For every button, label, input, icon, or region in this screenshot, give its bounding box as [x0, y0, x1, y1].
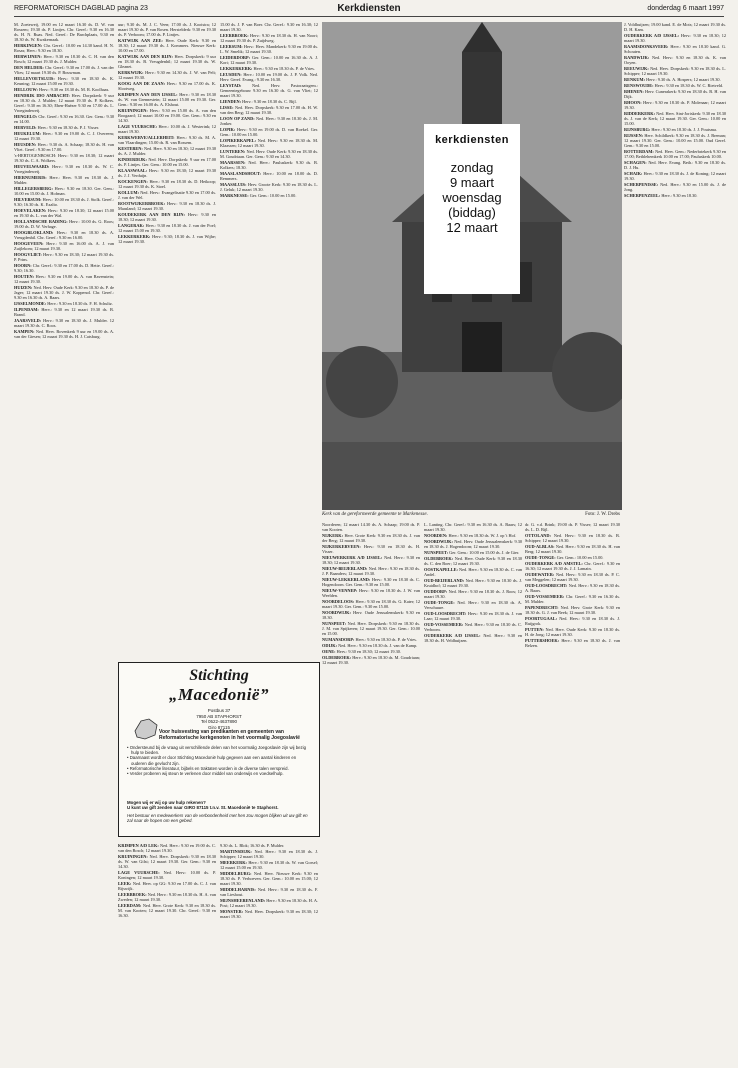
place-name: LOON OP ZAND:	[220, 116, 255, 121]
list-entry: HOOGBLOKLAND: Herv.: 9.30 en 18.30 ds. A. Vreugdenhil. Chr. Geref.: 9.30 en 16.00.	[14, 230, 114, 240]
list-entry: MIDDELBURG: Ned. Herv. Nieuwe Kerk: 9.30 en 18.30 ds. P. Verhoeven. Ger. Gem.: 10.00 en 15.00; 12 maart 19.30.	[220, 871, 318, 886]
place-name: LOPIKERKAPEL:	[220, 138, 257, 143]
list-entry: RENSWOUDE: Herv.: 9.30 en 18.30 ds. W. C. Rietveld.	[624, 83, 724, 88]
list-entry: Noorderen; 12 maart 14.30 ds. A. Schaap; 19.00 ds. P. van Kooten.	[322, 522, 420, 532]
list-entry: OUDE-TONGE: Ned. Herv.: 9.30 en 18.30 ds. A. Verschuure.	[424, 600, 522, 610]
list-entry: SCHERPENISSE: Ned. Herv.: 9.30 en 15.00 ds. J. de Jong.	[624, 182, 726, 192]
list-entry: KOLLUM: Ned. Herv.: Evangelisatie 9.30 en 17.00 ds. J. van der Wel.	[118, 190, 216, 200]
list-entry: OUDE-TONGE: Ger. Gem.: 10.00 en 15.00.	[525, 555, 604, 560]
place-name: NUNSPEET:	[424, 550, 449, 555]
column-3	[220, 22, 318, 642]
place-name: HENGELO:	[14, 114, 38, 119]
photo-credit: Foto: J. W. Drebs	[585, 512, 620, 517]
photo-caption	[322, 510, 622, 519]
list-entry: OENE: Herv.: 9.30 en 18.30; 12 maart 19.30.	[322, 649, 401, 654]
place-name: NUMANSDORP:	[322, 637, 355, 642]
list-entry: HEUSDEN: Herv.: 9.30 ds. A. Schaap; 18.30 ds. H. van Vliet. Geref.: 9.30 en 17.00.	[14, 142, 114, 152]
list-entry: RAAMSDONKSVEER: Herv.: 9.30 en 18.30 kand. G. Schouten.	[624, 44, 726, 54]
place-name: OUDE-TONGE:	[525, 555, 556, 560]
list-entry: MIDDELHARNIS: Ned. Herv.: 9.30 en 18.30 ds. F. van Lieshout.	[220, 887, 318, 897]
list-entry: LEERBROEK: Ned. Herv.: 9.30 en 18.30 ds. H. A. van Zweden; 12 maart 19.30.	[118, 892, 216, 902]
ad-bullets	[127, 745, 312, 776]
place-name: OUD-VOSSEMEER:	[424, 622, 464, 627]
place-name: HOLLANDSCHE RADING:	[14, 219, 68, 224]
place-name: MARTINSDIJK:	[220, 849, 252, 854]
list-entry: dr. G. v.d. Brink; 19.00 ds. P. Visser; 12 maart 19.30 ds. L. D. Bijl.	[525, 522, 620, 532]
place-name: SCHERPENZEEL:	[624, 193, 661, 198]
list-entry: MAARSSEN: Ned. Herv.: Pauluskerk: 9.30 ds. B. Kolkers; 18.30.	[220, 160, 318, 170]
place-name: OUD-VOSSEMEER:	[525, 594, 565, 599]
list-entry: HELLOUW: Herv.: 9.30 en 18.30 ds. M. R. Koolhaas.	[14, 87, 110, 92]
list-entry: HOUTEN: Herv.: 9.30 en 19.00 ds. A. van Ravenstein; 12 maart 19.30.	[14, 274, 114, 284]
column-6-lower	[525, 522, 620, 1060]
list-entry: HENDRIK IDO AMBACHT: Herv. Dorpskerk: 9 uur en 18.30 ds. J. Mulder; 12 maart 19.30 ds. P. Kolkers. Geref.: 9.30 en 16.30; Eben-Haëzer 9.30 en 17.00 ds. L. Vroegindeweij.	[14, 93, 114, 113]
list-entry: OUD-ALBLAS: Ned. Herv.: 9.30 en 18.30 ds. H. van Berg; 12 maart 19.30.	[525, 544, 620, 554]
list-entry: 9.30 ds. L. Blok; 16.30 ds. P. Mulder.	[220, 843, 285, 848]
list-entry: PUTTERSHOEK: Herv.: 9.30 en 18.30 ds. J. van Belzen.	[525, 638, 620, 648]
header-date: donderdag 6 maart 1997	[647, 5, 724, 12]
list-entry: KRUININGEN: Ned. Herv. Dorpskerk: 9.30 en 18.30 ds. W. van Gilst; 12 maart 19.30. Ger. Gem.: 9.30 en 14.30.	[118, 854, 216, 869]
promo-title: kerkdiensten	[435, 134, 509, 146]
list-entry: HEUVELWAARD: Herv.: 9.30 en 18.30 ds. W. C. Vroegindeweij.	[14, 164, 114, 174]
list-entry: RHOON: Herv.: 9.30 en 18.30 ds. P. Molenaar; 12 maart 19.30.	[624, 100, 726, 110]
list-entry: JAARSVELD: Herv.: 9.30 en 18.30 ds. J. Mulder. 12 maart 19.30 ds. C. Roos.	[14, 318, 114, 328]
list-entry: HERKINGEN: Chr. Geref.: 10.00 en 14.30 kand. H. N. Rosas; Herv.: 9.30 en 18.30.	[14, 43, 114, 53]
list-entry: KAMPEN: Ned. Herv. Bovenkerk 9 uur en 19.00 ds. A. van der Giesen; 12 maart 19.30 ds. H. J. Catsburg.	[14, 329, 114, 339]
place-name: LEIDERDORP:	[220, 55, 251, 60]
header-newspaper-page: REFORMATORISCH DAGBLAD pagina 23	[14, 5, 148, 12]
place-name: NOORDELOOS:	[322, 599, 355, 604]
list-entry: KESTEREN: Ned. Herv. 9.30 en 18.30; 12 maart 19.30 ds. A. J. Mulder.	[118, 146, 216, 156]
list-entry: RIJNSBURG: Herv.: 9.30 en 18.30 ds. J. J. Poutsma.	[624, 127, 717, 132]
place-name: HELLOUW:	[14, 87, 38, 92]
list-entry: MARKNESSE: Ger. Gem.: 10.00 en 15.00.	[220, 193, 297, 198]
list-entry: LEEK: Ned. Herv. op GG: 9.30 en 17.00 ds. C. J. van Rijswijk.	[118, 881, 216, 891]
list-entry: HOEVELAKEN: Herv.: 9.30 en 18.30; 12 maart 15.00 en 19.30 ds. L. van der Wal.	[14, 208, 114, 218]
list-entry: uur; 9.30 ds. M. J. C. Veen; 17.00 ds. J. Kooistra; 12 maart 19.30 ds. P. van Rosen. Herstelderk: 9.30 en 19.30 ds. P. Verboom; 17.00 ds. P. Lintjes.	[118, 22, 216, 37]
list-entry: NOORDELOOS: Herv.: 9.30 en 18.30 ds. G. Kater; 12 maart 19.30. Ger. Gem.: 9.30 en 15.00.	[322, 599, 420, 609]
place-name: OLDEBROEK:	[322, 655, 352, 660]
place-name: LEUSDEN:	[220, 72, 242, 77]
list-entry: KINDERDIJK: Ned. Herv. Dorpskerk: 9 uur en 17.00 ds. P. Lintjes. Ger. Gem.: 10.00 en 15.00.	[118, 157, 216, 167]
list-entry: HUIZEN: Ned. Herv. Oude Kerk: 9.30 en 18.30 ds. P. de Jager; 12 maart 19.30 ds. J. W. Koppenol. Chr. Geref.: 9.30 en 16.30 ds. A. Baars.	[14, 285, 114, 300]
place-name: KOCKENGEN:	[118, 179, 148, 184]
column-3-lower	[220, 843, 318, 1060]
list-entry: • Verder proberen wij steun te verlenen door middel van onderwijs en voedselhulp.	[127, 771, 284, 777]
list-entry: RIDDERKERK: Ned. Herv. Sint-Joriskerk: 9.30 en 18.30 ds. J. van de Kerk; 12 maart 19.30. Ger. Gem.: 10.00 en 15.00.	[624, 111, 726, 126]
place-name: NOORDEN:	[424, 533, 448, 538]
place-name: LUNTEREN:	[220, 149, 246, 154]
list-entry: SCHAIK: Herv.: 9.30 en 18.30 ds. J. de Koning; 12 maart 19.30.	[624, 171, 726, 181]
list-entry: MARTINSDIJK: Ned. Herv.: 9.30 en 18.30 ds. J. Schipper; 12 maart 19.30.	[220, 849, 318, 859]
place-name: RAAMSDONKSVEER:	[624, 44, 669, 49]
place-name: KAMPEN:	[14, 329, 35, 334]
column-2-lower	[118, 843, 216, 1060]
place-name: HENDRIK IDO AMBACHT:	[14, 93, 70, 98]
list-entry: ROOTWIJKERBROEK: Herv.: 9.30 en 18.30 ds. J. Maasland; 12 maart 19.30.	[118, 201, 216, 211]
place-name: MAASSLUIS:	[220, 182, 247, 187]
list-entry: OUD-VOSSEMEER: Chr. Geref.: 9.30 en 16.30 ds. M. Mulder.	[525, 594, 620, 604]
place-name: RHOON:	[624, 100, 642, 105]
list-entry: KOCKENGEN: Herv.: 9.30 en 18.30 ds. D. Heikoop; 12 maart 19.30 ds. K. Stoel.	[118, 179, 216, 189]
place-name: SCHERPENISSE:	[624, 182, 659, 187]
list-entry: OUD-LOOSDRECHT: Herv.: 9.30 en 18.30 ds. J. van Laar; 12 maart 19.30.	[424, 611, 522, 621]
ad-footer	[127, 800, 312, 824]
list-entry: NUMANSDORP: Herv.: 9.30 en 18.30 ds. P. de Vries.	[322, 637, 417, 642]
list-entry: OOSTKAPELLE: Ned. Herv.: 9.30 en 18.30 ds. C. van Andel.	[424, 567, 522, 577]
list-entry: HOOGEVEEN: Herv.: 9.30 en 16.00 ds. A. J. van Zuijlekom; 12 maart 19.30.	[14, 241, 114, 251]
list-entry: LAGE VUURSCHE: Ned. Herv.: 10.00 ds. P. Koningen; 12 maart 19.30.	[118, 870, 216, 880]
place-name: HERWIJNEN:	[14, 54, 42, 59]
place-name: JAARSVELD:	[14, 318, 42, 323]
kerkdiensten-promo	[424, 124, 520, 294]
column-1	[14, 22, 114, 1062]
header-section-title: Kerkdiensten	[337, 3, 401, 14]
place-name: OENE:	[322, 649, 336, 654]
list-entry: LEKKERKERK: Herv.: 9.30 en 18.30 ds. P. de Vries.	[220, 66, 315, 71]
place-name: HERVELD:	[14, 125, 37, 130]
list-entry: HOORN: Chr. Geref.: 9.30 en 17.00 ds. D. Hette. Geref.: 9.30; 16.30.	[14, 263, 114, 273]
list-entry: HOOGVLIET: Herv.: 9.30 en 18.30; 12 maart 19.30 ds. P. Prins.	[14, 252, 114, 262]
list-entry: NIEUW-VENNEP: Herv.: 9.30 en 18.30 ds. J. W. van Weelden.	[322, 588, 420, 598]
place-name: HOOGEVEEN:	[14, 241, 44, 246]
ad-question: Mogen wij er wij op uw hulp rekenen?	[127, 800, 206, 805]
list-entry: LOPIK: Herv.: 9.30 en 19.00 ds. D. van Roekel. Ger. Gem.: 10.00 en 15.00.	[220, 127, 318, 137]
place-name: KRUININGEN:	[118, 108, 148, 113]
list-entry: HILLEGERSBERG: Herv.: 9.30 en 18.30. Ger. Gem.: 10.00 en 15.00 ds. J. Hofman.	[14, 186, 114, 196]
place-name: KATWIJK AAN ZEE:	[118, 38, 163, 43]
list-entry: RENKUM: Herv.: 9.30 ds. A. Hospers; 12 maart 19.30.	[624, 77, 721, 82]
list-entry: OUD-VOSSEMEER: Ned. Herv.: 9.30 en 18.30 ds. C. Verboom.	[424, 622, 522, 632]
list-entry: ODIJK: Ned. Herv.: 9.30 en 18.30 ds. J. van de Kamp.	[322, 643, 418, 648]
list-entry: LEYSTAD: Ned. Herv. Pastoraatsgem.: Gemeentegebouw 9.30 en 16.30 ds. G. van Vliet; 12 maart 19.30.	[220, 83, 318, 98]
list-entry: • Ondersteund bij de vraag uit verschillende delen van het voormalig Joegoslavië zijn wij bezig hulp te bieden.	[127, 745, 306, 756]
list-entry: LAGE VUURSCHE: Herv.: 10.00 ds. J. Westerink; 12 maart 19.30.	[118, 124, 216, 134]
place-name: OUDERKERK A/D AMSTEL:	[525, 561, 583, 566]
place-name: HIERNUMERIS:	[14, 175, 47, 180]
place-name: LISSE:	[220, 105, 234, 110]
place-name: HEUVELWAARD:	[14, 164, 50, 169]
place-name: HEUSDEN:	[14, 142, 37, 147]
place-name: LEERBROEK:	[220, 33, 249, 38]
list-entry: POORTUGAAL: Ned. Herv.: 9.30 en 18.30 ds. J. Ruijgrok.	[525, 616, 620, 626]
place-name: LEYSTAD:	[220, 83, 242, 88]
place-name: KERKWERVE/ALLERHEIT:	[118, 135, 175, 140]
list-entry: OUDEWATER: Ned. Herv.: 9.30 en 18.30 ds. P. C. van Meggelen; 12 maart 19.30.	[525, 572, 620, 582]
list-entry: 7950 AB STAPHORST	[196, 713, 242, 719]
list-entry: OUDERKERK A/D IJSSEL: Herv.: 9.30 en 18.30; 12 maart 19.30.	[624, 33, 726, 43]
list-entry: OUD-BEIJERLAND: Ned. Herv.: 9.30 en 18.30 ds. J. Kruidhof; 12 maart 19.30.	[424, 578, 522, 588]
place-name: POORTUGAAL:	[525, 616, 558, 621]
place-name: HEUKELUM:	[14, 131, 41, 136]
place-name: LEERBROEK:	[118, 892, 147, 897]
list-entry: HIERNUMERIS: Herv.: Herv. 9.30 en 18.30 ds. J. Mulder.	[14, 175, 114, 185]
place-name: ROOTWIJKERBROEK:	[118, 201, 166, 206]
list-entry: OTTOLAND: Ned. Herv.: 9.30 en 18.30 ds. B. Schipper; 12 maart 19.30.	[525, 533, 620, 543]
list-entry: KRIMPEN AAN DEN IJSSEL: Herv.: 9.30 en 18.30 ds. W. van Grennestein; 12 maart 15.00 en 19.30. Ger. Gem.: 9.30 en 16.00 ds. A. Elshout.	[118, 92, 216, 107]
place-name: NIJKERKERVEEN:	[322, 544, 361, 549]
list-entry: OUDDORP: Ned. Herv.: 9.30 en 18.30 ds. J. Roos; 12 maart 19.30.	[424, 589, 522, 599]
list-entry: KRUININGEN: Herv.: 9.30 en 15.00 ds. A. van den Boogaard; 12 maart 10.00 en 19.00. Ger. Gem.: 9.30 en 14.30.	[118, 108, 216, 123]
place-name: NIEUW-VENNEP:	[322, 588, 358, 593]
list-entry: J. Voldhuijzen; 19.00 kand. E. de Mots; 12 maart 19.30 ds. D. H. Kam.	[624, 22, 726, 32]
place-name: LEEK:	[118, 881, 132, 886]
place-name: OUD-LOOSDRECHT:	[525, 583, 568, 588]
place-name: HOORN:	[14, 263, 32, 268]
place-name: HILVERSUM:	[14, 197, 42, 202]
list-entry: Postbus 37	[207, 708, 231, 713]
place-name: OUDEWATER:	[525, 572, 555, 577]
place-name: KOLLUM:	[118, 190, 140, 195]
place-name: ODIJK:	[322, 643, 338, 648]
place-name: KERKWIJK:	[118, 70, 144, 75]
list-entry: OLDEBROEK: Herv.: 9.30 en 18.30 ds. M. Goudriaan; 12 maart 19.30.	[322, 655, 420, 665]
list-entry: NOORDEN: Herv.: 9.30 en 18.30 ds. W. J. op 't Hof.	[424, 533, 517, 538]
place-name: IJSSELMONDE:	[14, 301, 47, 306]
place-name: KOUDEKERK AAN DEN RIJN:	[118, 212, 185, 217]
place-name: KRIMPEN AAN DEN IJSSEL:	[118, 92, 178, 97]
place-name: NIEUW-BEIJERLAND:	[322, 566, 368, 571]
list-entry: RANDWIJK: Ned. Herv.: 9.30 en 18.30 ds. K. van Ooyen.	[624, 55, 726, 65]
place-name: NOORDWIJK:	[424, 539, 453, 544]
place-name: NIJKERK:	[322, 533, 344, 538]
list-entry: NUNSPEET: Ned. Herv. Dorpskerk: 9.30 en 18.30 ds. J. M. van Spijkeren; 12 maart 19.30. Ger. Gem.: 10.00 en 15.00.	[322, 621, 420, 636]
place-name: HUIZEN:	[14, 285, 33, 290]
place-name: OUDERKERK A/D IJSSEL:	[624, 33, 679, 38]
list-entry: 15.00 ds. J. P. van Boer. Chr. Geref.: 9.30 en 16.30; 12 maart 19.30.	[220, 22, 318, 32]
list-entry: KRIMPEN A/D LEK: Ned. Herv.: 9.30 en 19.00 ds. C. van den Bosch; 12 maart 19.30.	[118, 843, 216, 853]
place-name: MARKNESSE:	[220, 193, 249, 198]
list-entry: RIJSSEN: Herv. Schildkerk: 9.30 en 18.30 ds. J. Breman; 12 maart 19.30. Ger. Gem.: 10.00 en 15.00. Oud Geref. Gem.: 9.30 en 15.00.	[624, 133, 726, 148]
list-entry: LOON OP ZAND: Ned. Herv.: 9.30 en 18.30 ds. J. M. Jonker.	[220, 116, 318, 126]
column-6	[624, 22, 726, 1062]
list-entry: MEERKERK: Herv.: 9.30 en 18.30 ds. W. van Gorsel; 12 maart 15.00 en 19.30.	[220, 860, 318, 870]
place-name: OOSTKAPELLE:	[424, 567, 458, 572]
place-name: HERKINGEN:	[14, 43, 43, 48]
place-name: RANDWIJK:	[624, 55, 650, 60]
place-name: RIDDERKERK:	[624, 111, 656, 116]
place-name: KLAASWAAL:	[118, 168, 148, 173]
list-entry: KOUDEKERK AAN DEN RIJN: Herv.: 9.30 en 18.30; 12 maart 19.30.	[118, 212, 216, 222]
list-entry: KERKWIJK: Herv.: 9.30 en 14.30 ds. J. W. van Pelt; 12 maart 19.30.	[118, 70, 216, 80]
list-entry: HEUKELUM: Herv.: 9.30 en 19.00 ds. C. J. Overeem; 12 maart 19.30.	[14, 131, 114, 141]
place-name: MIDDELHARNIS:	[220, 887, 256, 892]
place-name: NOORDWIJK:	[322, 610, 351, 615]
place-name: MAASLANDSHOUT:	[220, 171, 261, 176]
list-entry: KOOG AAN DE ZAAN: Herv.: 9.30 en 17.00 ds. K. Slootweg.	[118, 81, 216, 91]
ad-title-line2: „Macedonië”	[169, 685, 269, 704]
promo-line: 9 maart	[449, 175, 495, 190]
list-entry: DEN HELDER: Chr. Geref.: 9.30 en 17.00 ds. J. van der Vlies; 12 maart 19.30 ds. P. Bouwman.	[14, 65, 114, 75]
promo-line: (biddag)	[448, 205, 496, 220]
place-name: LIENDEN:	[220, 99, 242, 104]
place-name: DEN HELDER:	[14, 65, 44, 70]
place-name: KOOG AAN DE ZAAN:	[118, 81, 166, 86]
place-name: KRUININGEN:	[118, 854, 148, 859]
stichting-macedonie-advertisement	[118, 662, 320, 837]
place-name: HELLEVOETSLUIS:	[14, 76, 55, 81]
list-entry: OLDEBROEK: Ned. Herv. Oude Kerk: 9.30 en 18.30 ds. C. den Boer; 12 maart 19.30.	[424, 556, 522, 566]
place-name: LEERDAM:	[118, 903, 142, 908]
column-5-lower	[424, 522, 522, 1060]
place-name: MIDDELBURG:	[220, 871, 252, 876]
list-entry: PAPENDRECHT: Ned. Herv. Grote Kerk: 9.30 en 18.30 ds. G. J. van Beek; 12 maart 19.30.	[525, 605, 620, 615]
list-entry: LEIDERDORP: Ger. Gem.: 10.00 en 16.30 ds. A. J. Kort; 12 maart 19.30.	[220, 55, 318, 65]
place-name: OUD-ALBLAS:	[525, 544, 555, 549]
place-name: RHENEN:	[624, 89, 644, 94]
list-entry: REEUWIJK: Ned. Herv. Dorpskerk: 9.30 en 18.30 ds. L. Schipper; 12 maart 19.30.	[624, 66, 726, 76]
place-name: SCHAGEN:	[624, 160, 647, 165]
place-name: ROTTERDAM:	[624, 149, 654, 154]
column-4-lower	[322, 522, 420, 1060]
list-entry: NIEUWERKERK A/D IJSSEL: Ned. Herv.: 9.30 en 18.30; 12 maart 19.30.	[322, 555, 420, 565]
place-name: KINDERDIJK:	[118, 157, 147, 162]
place-name: OUDERKERK A/D IJSSEL:	[424, 633, 481, 638]
place-name: HOOGVLIET:	[14, 252, 42, 257]
list-entry: LUNTEREN: Ned. Herv. Oude Kerk: 9.30 en 18.30 ds. M. Goudriaan. Ger. Gem.: 9.30 en 14.30.	[220, 149, 318, 159]
promo-line: 12 maart	[446, 220, 498, 235]
promo-line: zondag	[450, 160, 494, 175]
place-name: RENKUM:	[624, 77, 646, 82]
list-entry: NIJKERK: Herv. Grote Kerk: 9.30 en 18.30 ds. J. van der Berg; 12 maart 19.30.	[322, 533, 420, 543]
list-entry: KATWIJK AAN ZEE: Herv. Oude Kerk: 9.30 en 18.30; 12 maart 19.30 ds. J. Kommers. Nieuwe Kerk: 10.00 en 17.00.	[118, 38, 216, 53]
place-name: MIJNSHEERENLAND:	[220, 898, 266, 903]
list-entry: LEKKERKERK: Herv.: 9.30; 18.30 ds. J. van Wijhe; 12 maart 19.30.	[118, 234, 216, 244]
list-entry: OUDERKERK A/D AMSTEL: Chr. Geref.: 9.30 en 16.30; 12 maart 19.30 ds. J. J. Lamain.	[525, 561, 620, 571]
place-name: LAGE VUURSCHE:	[118, 870, 160, 875]
list-entry: HOLLANDSCHE RADING: Herv.: 10.00 ds. G. Roos; 19.00 ds. D. W. Verhage.	[14, 219, 114, 229]
place-name: HILLEGERSBERG:	[14, 186, 53, 191]
place-name: HOEVELAKEN:	[14, 208, 47, 213]
list-entry: L. Lanting. Chr. Geref.: 9.30 en 16.30 ds. A. Baars; 12 maart 19.30.	[424, 522, 522, 532]
place-name: ILPENDAM:	[14, 307, 39, 312]
list-entry: PUTTEN: Ned. Herv. Oude Kerk: 9.30 en 18.30 ds. H. de Jong; 12 maart 19.30.	[525, 627, 620, 637]
place-name: KATWIJK AAN DEN RIJN:	[118, 54, 173, 59]
list-entry: LEERBROEK: Herv.: 9.30 en 18.30 ds. H. van Noort; 12 maart 19.30 ds. P. Zuijdweg.	[220, 33, 318, 43]
place-name: PUTTEN:	[525, 627, 544, 632]
place-name: PUTTERSHOEK:	[525, 638, 560, 643]
list-entry: LEUSDEN: Herv.: 10.00 en 19.00 ds. J. P. Volk. Ned. Herv. Geref. Evang.: 9.30 en 16.30.	[220, 72, 318, 82]
list-entry: HELLEVOETSLUIS: Herv.: 9.30 en 18.30 ds. K. Keuning; 12 maart 15.00 en 19.30.	[14, 76, 114, 86]
list-entry: NOORDWIJK: Ned. Herv. Oude Jerusalemskerk: 9.30 en 18.30 ds. J. Hogendoorn; 12 maart 19.30.	[424, 539, 522, 549]
map-icon	[131, 713, 161, 743]
place-name: OUD-BEIJERLAND:	[424, 578, 465, 583]
list-entry: HERVELD: Herv.: 9.30 en 18.30 ds. P. J. Visser.	[14, 125, 100, 130]
list-entry: OUDERKERK A/D IJSSEL: Ned. Herv.: 9.30 en 18.30 ds. H. Veldhuijzen.	[424, 633, 522, 643]
place-name: RIJSSEN:	[624, 133, 644, 138]
place-name: LOPIK:	[220, 127, 236, 132]
list-entry: • Reformatorische literatuur, bijbels en traktaten worden in de diverse talen verspreid.	[127, 765, 289, 771]
list-entry: HENGELO: Chr. Geref.: 9.30 en 16.30. Ger. Gem.: 9.30 en 14.00.	[14, 114, 114, 124]
list-entry: 's-HERTOGENBOSCH: Herv.: 9.30 en 18.30; 12 maart 19.30 ds. C. A. Wolkers.	[14, 153, 114, 163]
list-entry: Giro 87115	[208, 724, 230, 730]
place-name: MEERKERK:	[220, 860, 247, 865]
ad-giro: U kunt uw gift zenden naar GIRO 87115 t.n.v. St. Macedonië te Staphorst.	[127, 805, 279, 811]
list-entry: ROTTERDAM: Ned. Herv. Gem.: Nederbriekerk 9.30 en 17.00; Bethlehemkerk 10.00 en 17.00; Pauluskerk 10.00.	[624, 149, 726, 159]
place-name: KESTEREN:	[118, 146, 143, 151]
list-entry: IJSSELMONDE: Herv.: 9.30 en 18.30 ds. F. H. Schultz.	[14, 301, 113, 306]
list-entry: MAASSLUIS: Herv. Groote Kerk: 9.30 en 18.30 ds. L. J. Geluk; 12 maart 19.30.	[220, 182, 318, 192]
list-entry: LANGERAK: Herv.: 9.30 en 18.30 ds. J. van der Poel; 12 maart 15.00 en 19.30.	[118, 223, 216, 233]
ad-title-line1: Stichting	[189, 667, 249, 684]
list-entry: SCHERPENZEEL: Herv.: 9.30 en 18.30.	[624, 193, 698, 198]
place-name: OUDE-TONGE:	[424, 600, 455, 605]
place-name: HOOGBLOKLAND:	[14, 230, 54, 235]
list-entry: NIEUW-BEIJERLAND: Ned. Herv.: 9.30 en 18.30 ds. J. P. Baanders; 12 maart 19.30.	[322, 566, 420, 576]
place-name: HOUTEN:	[14, 274, 35, 279]
list-entry: KLAASWAAL: Herv.: 9.30 en 18.30; 12 maart 19.30 ds. J. J. Verduijn.	[118, 168, 216, 178]
place-name: LEERSUM:	[220, 44, 243, 49]
place-name: RIJNSBURG:	[624, 127, 651, 132]
list-entry: MAASLANDSHOUT: Herv.: 10.00 en 18.00 ds. D. Remmers.	[220, 171, 318, 181]
list-entry: KERKWERVE/ALLERHEIT: Herv.: 9.30 ds. M. A. van Vlaardingen; 15.00 ds. R. van Rossem.	[118, 135, 216, 145]
list-entry: HERWIJNEN: Herv.: 9.30 en 18.30 ds. C. H. van den Bosch; 12 maart 19.30 ds. J. Mulder.	[14, 54, 114, 64]
place-name: NUNSPEET:	[322, 621, 347, 626]
ad-heading: Voor huisvesting van predikanten en gemeenten van Reformatorische kerkgenoten in het voormalig Joegoslavië	[159, 729, 300, 741]
list-entry: SCHAGEN: Ned. Herv. Evang. Beth.: 9.30 en 18.30 ds. D. J. Hu.	[624, 160, 726, 170]
list-entry: NOORDWIJK: Herv. Oude Jerusalemskerk: 9.30 en 18.30.	[322, 610, 420, 620]
column-2	[118, 22, 216, 677]
place-name: KRIMPEN A/D LEK:	[118, 843, 159, 848]
page-header	[14, 4, 724, 17]
list-entry: LEERDAM: Ned. Herv. Grote Kerk: 9.30 en 18.30 ds. M. van Kooten; 12 maart 19.30. Chr. Geref.: 9.30 en 16.30.	[118, 903, 216, 918]
promo-line: woensdag	[442, 190, 502, 205]
place-name: SCHAIK:	[624, 171, 643, 176]
place-name: LEKKERKERK:	[220, 66, 253, 71]
place-name: NIEUWERKERK A/D IJSSEL:	[322, 555, 383, 560]
place-name: REEUWIJK:	[624, 66, 649, 71]
list-entry: LEERSUM: Herv.: Herv. Mandekerk: 9.30 en 19.00 ds. L. W. Smelik; 12 maart 19.30.	[220, 44, 318, 54]
list-entry: MIJNSHEERENLAND: Herv.: 9.30 en 18.30 ds. H. A. Post; 12 maart 19.30.	[220, 898, 318, 908]
photo-caption-text: Kerk van de gereformeerde gemeente te Markenesse.	[322, 512, 428, 517]
list-entry: ILPENDAM: Herv.: 9.30 en 12 maart 19.30 ds. B. Brand.	[14, 307, 114, 317]
list-entry: RHENEN: Herv. Cunerakerk: 9.30 en 18.30 ds. B. H. van Dijk.	[624, 89, 726, 99]
ad-closing: Het bestuur en medewerkers van de verbondenheid met hen zou mogen blijken uit uw gift en zal naar de hopen om een gebed.	[127, 812, 308, 824]
place-name: MONSTER:	[220, 909, 244, 914]
place-name: RENSWOUDE:	[624, 83, 654, 88]
place-name: OUDDORP:	[424, 589, 448, 594]
place-name: OTTOLAND:	[525, 533, 551, 538]
list-entry: Tel 0522-4637890	[200, 719, 238, 724]
list-entry: MONSTER: Ned. Herv. Dorpskerk: 9.30 en 18.30; 12 maart 19.30.	[220, 909, 318, 919]
list-entry: NIJKERKERVEEN: Herv.: 9.30 en 18.30 ds. H. Visser.	[322, 544, 420, 554]
list-entry: OUD-LOOSDRECHT: Ned. Herv.: 9.30 en 18.30 ds. A. Baars.	[525, 583, 620, 593]
list-entry: HILVERSUM: Herv.: 10.00 en 18.30 ds. J. Stolk. Geref.: 9.30; 16.30 ds. K. Exalto.	[14, 197, 114, 207]
list-entry: LIENDEN: Herv.: 9.30 en 18.30 ds. C. Bijl.	[220, 99, 297, 104]
place-name: OLDEBROEK:	[424, 556, 454, 561]
place-name: LAGE VUURSCHE:	[118, 124, 158, 129]
place-name: PAPENDRECHT:	[525, 605, 559, 610]
list-entry: • Daarnaast wordt er door Stichting Macedonië hulp gegeven aan een aantal kinderen en ouderen die gevlucht zijn.	[127, 755, 297, 766]
place-name: MAARSSEN:	[220, 160, 246, 165]
list-entry: NUNSPEET: Ger. Gem.: 10.00 en 15.00 ds. J. de Gier.	[424, 550, 520, 555]
list-entry: LISSE: Ned. Herv. Dorpskerk: 9.30 en 17.00 ds. H. W. van den Berg; 12 maart 19.30.	[220, 105, 318, 115]
place-name: OUD-LOOSDRECHT:	[424, 611, 467, 616]
list-entry: LOPIKERKAPEL: Ned. Herv.: 9.30 en 18.30 ds. M. Klaassen; 12 maart 19.30.	[220, 138, 318, 148]
place-name: LEKKERKERK:	[118, 234, 151, 239]
place-name: LANGERAK:	[118, 223, 145, 228]
list-entry: KATWIJK AAN DEN RIJN: Herv. Dorpskerk: 9 uur en 18.30 ds. B. Vreugdenhil; 12 maart 19.30 ds. W. Gleanet.	[118, 54, 216, 69]
list-entry: M. Zoeteweij, 19.00 en 12 maart 16.30 ds. D. W. van Rossem; 19.30 ds. P. Lintjes. Chr. Geref.: 9.30 en 16.30 ds. H. N. Ruas. Ned. Geref.: De Barchplaats, 9.30 en 18.30 ds. W. Kwakernaak.	[14, 22, 114, 42]
list-entry: NIEUW-LEKKERLAND: Herv.: 9.30 en 18.30 ds. C. Hogendoorn. Ger. Gem.: 9.30 en 15.00.	[322, 577, 420, 587]
place-name: NIEUW-LEKKERLAND:	[322, 577, 371, 582]
